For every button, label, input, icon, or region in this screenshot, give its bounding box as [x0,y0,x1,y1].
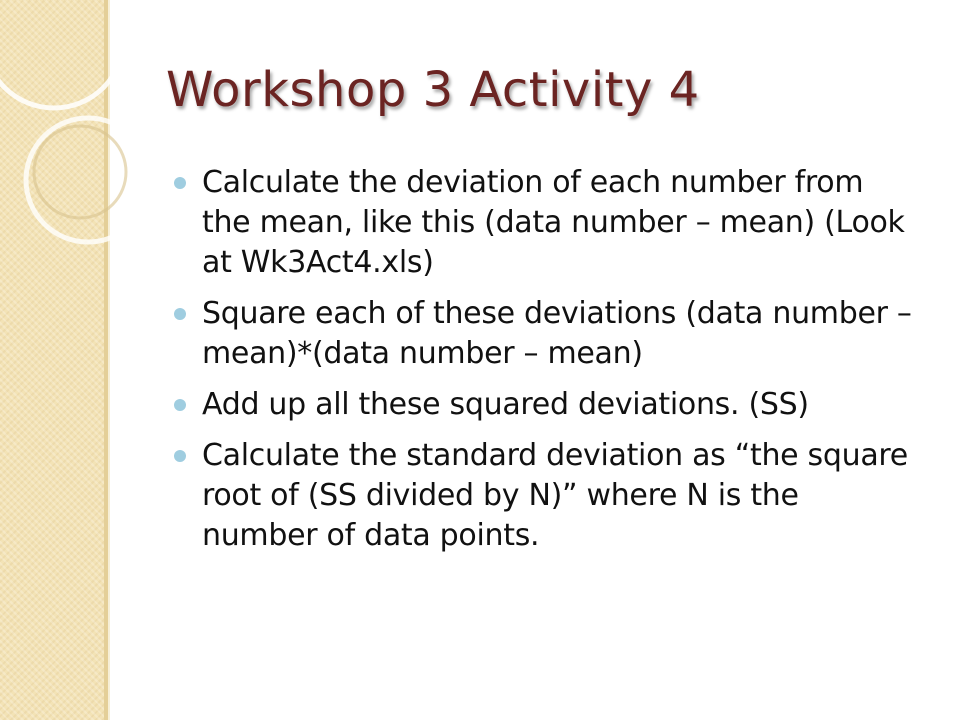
bullet-item [174,385,914,425]
bullet-item [174,163,914,283]
slide-title: Workshop 3 Activity 4 [166,62,700,118]
bullet-item [174,436,914,556]
bullet-list [174,163,914,567]
bullet-text: Calculate the deviation of each number from the mean, like this (data number – mean) (Look at Wk3Act4.xls) [202,165,905,280]
decorative-circle-middle [26,118,150,242]
round-bullet-icon [174,450,186,462]
bullet-item [174,294,914,374]
round-bullet-icon [174,399,186,411]
decorative-circle-top [0,0,124,108]
round-bullet-icon [174,177,186,189]
decorative-circle-middle-inner [34,126,126,218]
bullet-text: Add up all these squared deviations. (SS) [202,387,809,422]
bullet-text: Square each of these deviations (data number – mean)*(data number – mean) [202,296,912,371]
bullet-text: Calculate the standard deviation as “the square root of (SS divided by N)” where N is the number of data points. [202,438,908,553]
round-bullet-icon [174,308,186,320]
